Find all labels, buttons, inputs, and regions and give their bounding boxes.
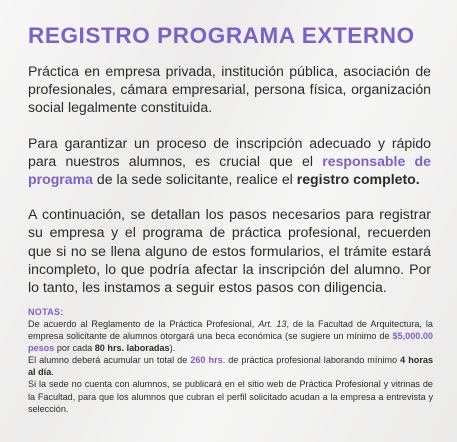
note1-article: Art. 13: [258, 319, 287, 329]
note1-hours: 80 hrs. laboradas: [94, 343, 170, 354]
main-content: [28, 22, 431, 296]
note-publication: Si la sede no cuenta con alumnos, se publicará en el sitio web de Práctica Profesional y vitrinas de la Facultad, para que los alumnos que cubran el perfil solicitado acudan a la empresa a entrevista y selección.: [28, 379, 433, 414]
steps-paragraph: A continuación, se detallan los pasos necesarios para registrar su empresa y el programa de práctica profesional, recuerden que si no se llena alguno de estos formularios, el trámite estará incompleto, lo que podría afectar la inscripción del alumno. Por lo tanto, les instamos a seguir estos pasos con diligencia.: [28, 206, 431, 296]
requirement-text-2: de la sede solicitante, realice el: [93, 171, 297, 188]
notes-section: [28, 307, 433, 415]
note1-text-2: , de la Facultad de Arquitectura, la empresa solicitante de alumnos otorgará una beca económica (se sugiere un mínimo de: [28, 319, 433, 342]
note-scholarship: [28, 318, 433, 354]
intro-paragraph: Práctica en empresa privada, institución pública, asociación de profesionales, cámara empresarial, persona física, organización social legalmente constituida.: [28, 63, 431, 116]
note2-daily: 4 horas al día: [28, 355, 433, 378]
requirement-text-1: Para garantizar un proceso de inscripción adecuado y rápido para nuestros alumnos, es crucial que el: [28, 134, 431, 169]
note2-text-1: El alumno deberá acumular un total de: [28, 355, 191, 366]
note1-amount: $5,000.00 pesos: [28, 331, 433, 354]
note2-text-3: .: [51, 367, 54, 378]
note1-text-1: De acuerdo al Reglamento de la Práctica Profesional,: [28, 319, 259, 329]
note2-hours: 260 hrs: [190, 355, 223, 366]
note1-text-4: ).: [169, 343, 176, 354]
requirement-paragraph: [28, 134, 431, 189]
notes-title: NOTAS:: [28, 307, 64, 317]
note2-text-2: . de práctica profesional laborando mínimo: [222, 355, 401, 366]
page-title: REGISTRO PROGRAMA EXTERNO: [28, 23, 415, 48]
note-hours: [28, 354, 433, 378]
responsible-highlight: responsable de programa: [28, 152, 431, 188]
note1-text-3: por cada: [54, 343, 95, 354]
complete-registration-emphasis: registro completo.: [296, 171, 420, 188]
